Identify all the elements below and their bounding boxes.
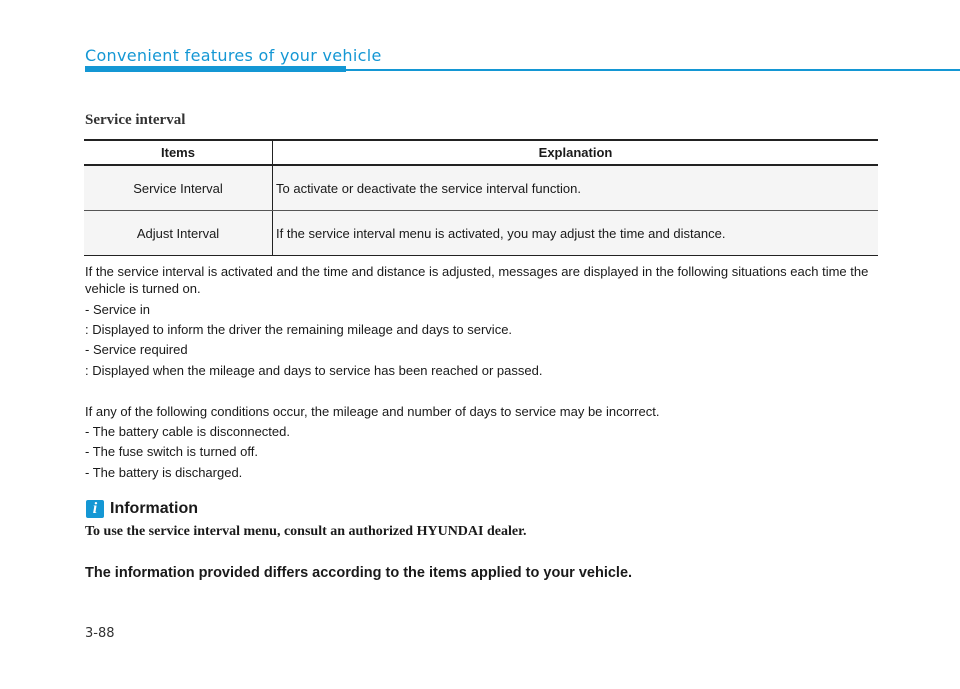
- table-cell-item: Adjust Interval: [84, 211, 273, 256]
- table-cell-explanation: If the service interval menu is activated, you may adjust the time and distance.: [273, 211, 879, 256]
- body-paragraph: If the service interval is activated and the time and distance is adjusted, messages are displayed in the following situations each time the vehicle is turned on.: [85, 264, 869, 296]
- section-heading: Service interval: [85, 112, 186, 128]
- column-header-explanation: Explanation: [273, 140, 879, 165]
- body-line: : Displayed when the mileage and days to service has been reached or passed.: [85, 363, 543, 378]
- header-title: Convenient features of your vehicle: [85, 46, 382, 65]
- page-number: 3-88: [85, 626, 115, 641]
- info-heading: Information: [110, 500, 198, 517]
- table-cell-explanation: To activate or deactivate the service interval function.: [273, 165, 879, 211]
- info-icon: i: [86, 500, 104, 518]
- info-text: To use the service interval menu, consult an authorized HYUNDAI dealer.: [85, 524, 527, 539]
- disclaimer-text: The information provided differs according to the items applied to your vehicle.: [85, 565, 633, 581]
- table-row: [84, 211, 878, 256]
- body-line: - The battery is discharged.: [85, 465, 243, 480]
- table-cell-item: Service Interval: [84, 165, 273, 211]
- service-interval-table: [84, 139, 878, 256]
- body-paragraph: If any of the following conditions occur, the mileage and number of days to service may be incorrect.: [85, 404, 660, 419]
- body-line: - Service required: [85, 342, 188, 357]
- table-header-row: [84, 140, 878, 165]
- column-header-items: Items: [84, 140, 273, 165]
- table-row: [84, 165, 878, 211]
- header-rule: [346, 69, 960, 71]
- body-line: : Displayed to inform the driver the remaining mileage and days to service.: [85, 322, 513, 337]
- body-line: - Service in: [85, 302, 151, 317]
- header-accent-bar: [85, 66, 346, 72]
- body-line: - The fuse switch is turned off.: [85, 444, 258, 459]
- body-line: - The battery cable is disconnected.: [85, 424, 290, 439]
